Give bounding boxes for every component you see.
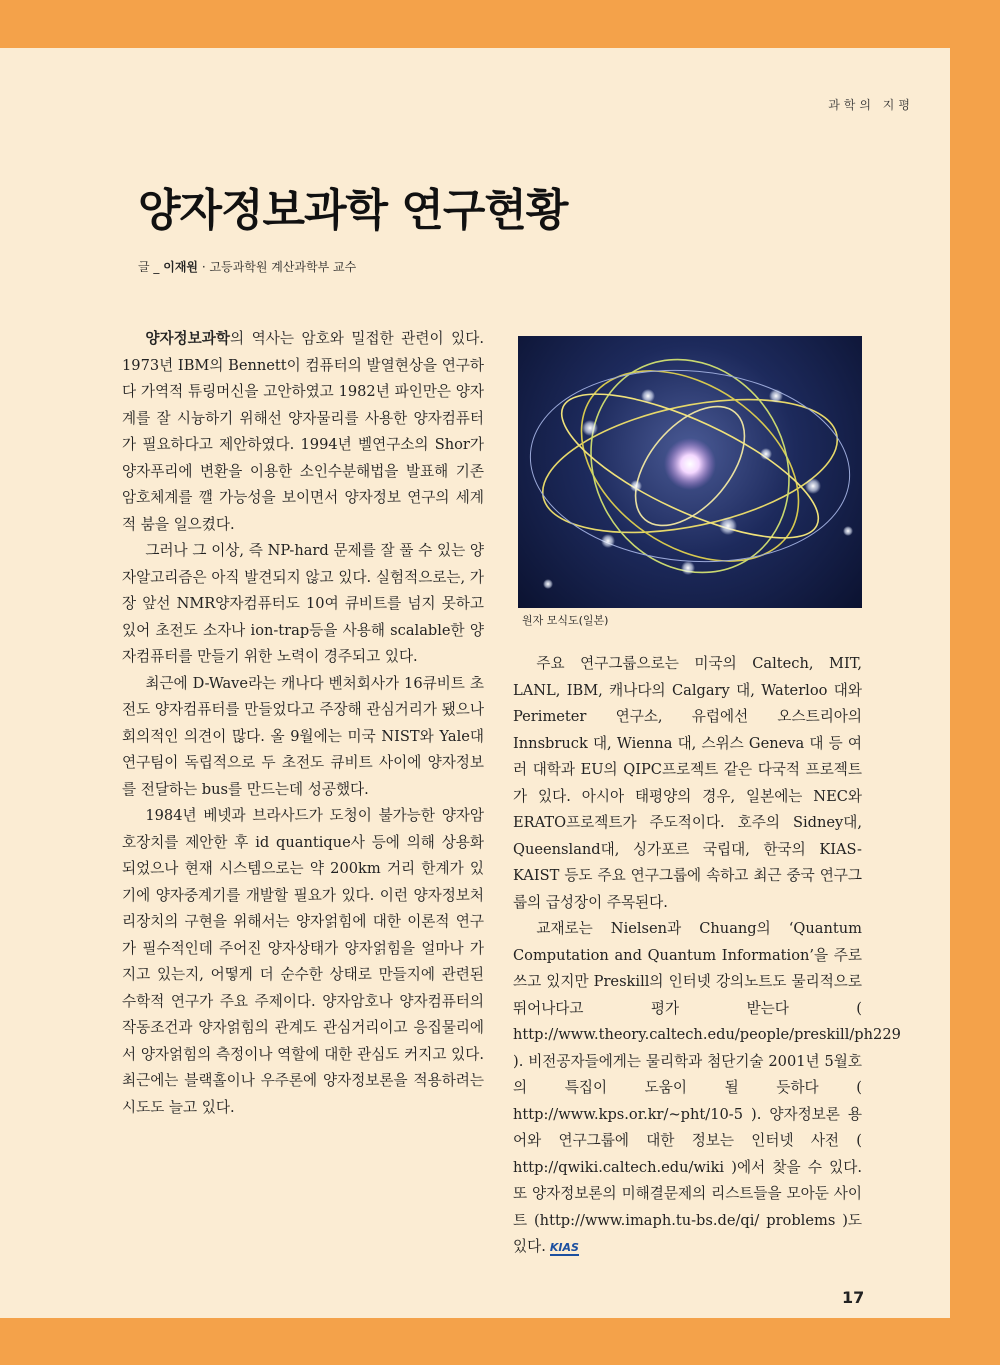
kias-logo: KIAS xyxy=(549,1241,579,1254)
atom-orbits-graphic xyxy=(518,336,862,608)
byline-prefix: 글 _ xyxy=(138,260,164,274)
right-column xyxy=(513,651,901,1261)
paragraph: 양자정보과학의 역사는 암호와 밀접한 관련이 있다. 1973년 IBM의 Bennett이 컴퓨터의 발열현상을 연구하다 가역적 튜링머신을 고안하였고 1982년 파인만은 양자계를 잘 시늉하기 위해선 양자물리를 사용한 양자컴퓨터가 필요하다고 제안하였다. 1994년 벨연구소의 Shor가 양자푸리에 변환을 이용한 소인수분해법을 발표해 기존 암호체계를 깰 가능성을 보이면서 양자정보 연구의 세계적 붐을 일으켰다. xyxy=(122,330,484,533)
section-label: 과학의 지평 xyxy=(828,98,914,112)
paragraph: 최근에 D-Wave라는 캐나다 벤처회사가 16큐비트 초전도 양자컴퓨터를 만들었다고 주장해 관심거리가 됐으나 회의적인 의견이 많다. 올 9월에는 미국 NIST와 Yale대 연구팀이 독립적으로 두 초전도 큐비트 사이에 양자정보를 전달하는 bus를 만드는데 성공했다. xyxy=(122,674,484,798)
author-affiliation: · 고등과학원 계산과학부 교수 xyxy=(198,260,357,274)
paragraph: 그러나 그 이상, 즉 NP-hard 문제를 잘 풀 수 있는 양자알고리즘은 아직 발견되지 않고 있다. 실험적으로는, 가장 앞선 NMR양자컴퓨터도 10여 큐비트를 넘지 못하고 있어 초전도 소자나 ion-trap등을 사용해 scalable한 양자컴퓨터를 만들기 위한 노력이 경주되고 있다. xyxy=(122,542,484,665)
paragraph: 교재로는 Nielsen과 Chuang의 ‘Quantum Computation and Quantum Information’을 주로 쓰고 있지만 Preskill의 인터넷 강의노트도 물리적으로 뛰어나다고 평가 받는다 ( http://www.theory.caltech.edu/people/preskill/ph229 ). 비전공자들에게는 물리학과 첨단기술 2001년 5월호의 특집이 도움이 될 듯하다 ( http://www.kps.or.kr/~pht/10-5 ). 양자정보론 용어와 연구그룹에 대한 정보는 인터넷 사전 ( http://qwiki.caltech.edu/wiki )에서 찾을 수 있다. 또 양자정보론의 미해결문제의 리스트들을 모아둔 사이트 (http://www.imaph.tu-bs.de/qi/ problems )도 있다. KIAS xyxy=(513,920,901,1255)
author-name: 이재원 xyxy=(163,260,199,274)
article-title: 양자정보과학 연구현황 xyxy=(138,185,568,236)
figure-caption: 원자 모식도(일본) xyxy=(522,614,609,627)
page-number: 17 xyxy=(842,1288,865,1307)
left-column xyxy=(122,326,484,1121)
atom-illustration xyxy=(518,336,862,608)
byline xyxy=(138,258,356,275)
paragraph: 주요 연구그룹으로는 미국의 Caltech, MIT, LANL, IBM, 캐나다의 Calgary 대, Waterloo 대와 Perimeter 연구소, 유럽에선 오스트리아의 Innsbruck 대, Wienna 대, 스위스 Geneva 대 등 여러 대학과 EU의 QIPC프로젝트 같은 다국적 프로젝트가 있다. 아시아 태평양의 경우, 일본에는 NEC와 ERATO프로젝트가 주도적이다. 호주의 Sidney대, Queensland대, 싱가포르 국립대, 한국의 KIAS-KAIST 등도 주요 연구그룹에 속하고 최근 중국 연구그룹의 급성장이 주목된다. xyxy=(513,655,862,911)
lead-term: 양자정보과학 xyxy=(145,330,230,347)
paragraph: 1984년 베넷과 브라사드가 도청이 불가능한 양자암호장치를 제안한 후 id quantique사 등에 의해 상용화 되었으나 현재 시스템으로는 약 200km 거리 한계가 있기에 양자중계기를 개발할 필요가 있다. 이런 양자정보처리장치의 구현을 위해서는 양자얽힘에 대한 이론적 연구가 필수적인데 주어진 양자상태가 양자얽힘을 얼마나 가지고 있는지, 어떻게 더 순수한 상태로 만들지에 관련된 수학적 연구가 주요 주제이다. 양자암호나 양자컴퓨터의 작동조건과 양자얽힘의 관계도 관심거리이고 응집물리에서 양자얽힘의 측정이나 역할에 대한 관심도 커지고 있다. 최근에는 블랙홀이나 우주론에 양자정보론을 적용하려는 시도도 늘고 있다. xyxy=(122,807,484,1116)
magazine-page xyxy=(0,48,950,1318)
